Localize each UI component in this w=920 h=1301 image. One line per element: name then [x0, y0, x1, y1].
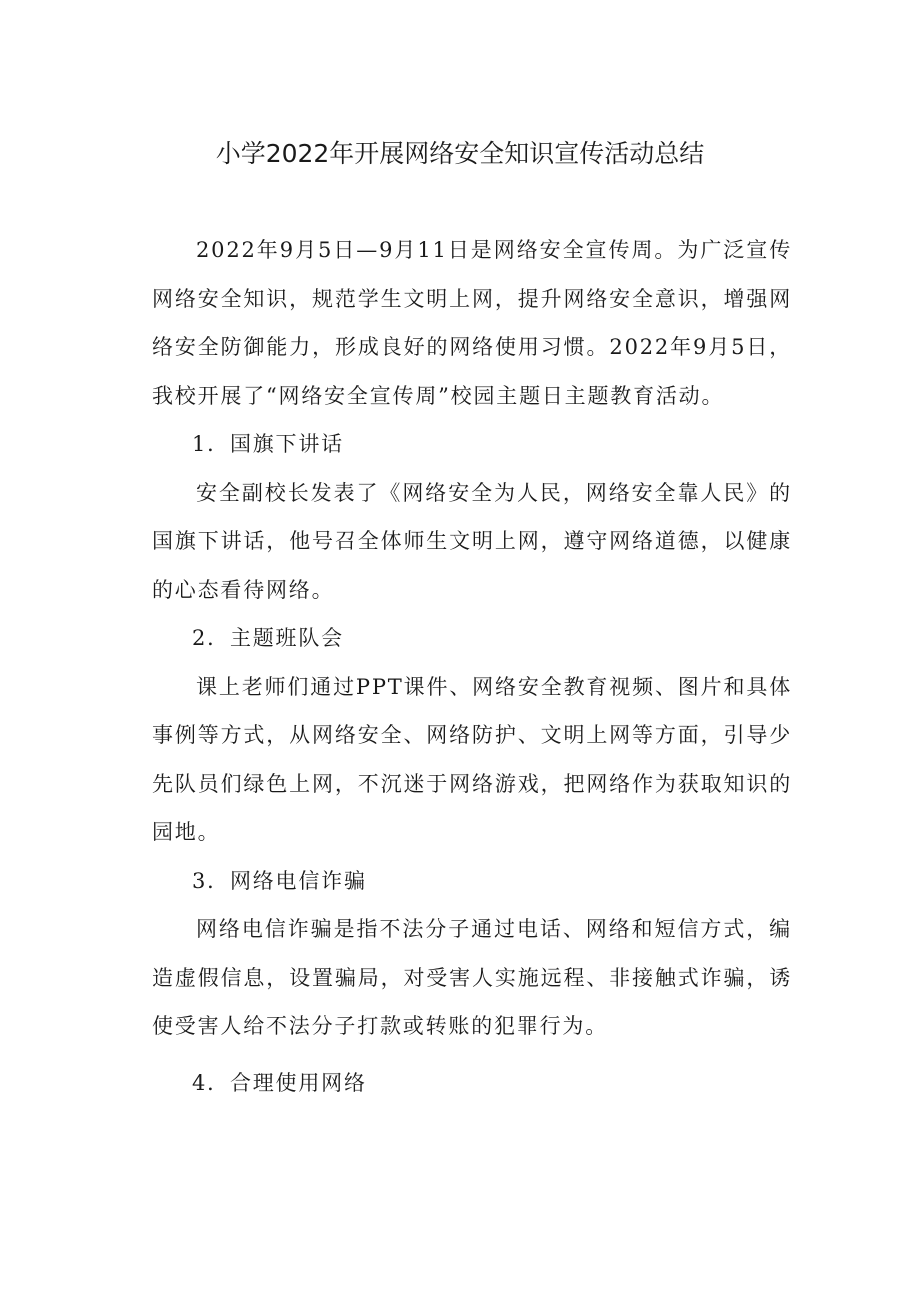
section-heading-4: 4．合理使用网络 [192, 1070, 367, 1095]
intro-paragraph: 2022年9月5日—9月11日是网络安全宣传周。为广泛宣传网络安全知识，规范学生文明上网，提升网络安全意识，增强网络安全防御能力，形成良好的网络使用习惯。2022年9月5日，我校开展了“网络安全宣传周”校园主题日主题教育活动。 [152, 238, 792, 408]
document-body [152, 226, 792, 1107]
section-paragraph-1: 安全副校长发表了《网络安全为人民，网络安全靠人民》的国旗下讲话，他号召全体师生文明上网，遵守网络道德，以健康的心态看待网络。 [152, 480, 792, 602]
section-heading-1: 1．国旗下讲话 [192, 432, 344, 456]
document-title: 小学2022年开展网络安全知识宣传活动总结 [215, 139, 705, 168]
section-heading-2: 2．主题班队会 [192, 626, 344, 650]
section-paragraph-2: 课上老师们通过PPT课件、网络安全教育视频、图片和具体事例等方式，从网络安全、网络防护、文明上网等方面，引导少先队员们绿色上网，不沉迷于网络游戏，把网络作为获取知识的园地。 [152, 674, 792, 844]
section-heading-3: 3．网络电信诈骗 [192, 868, 367, 893]
section-paragraph-3: 网络电信诈骗是指不法分子通过电话、网络和短信方式，编造虚假信息，设置骗局，对受害人实施远程、非接触式诈骗，诱使受害人给不法分子打款或转账的犯罪行为。 [152, 917, 792, 1038]
